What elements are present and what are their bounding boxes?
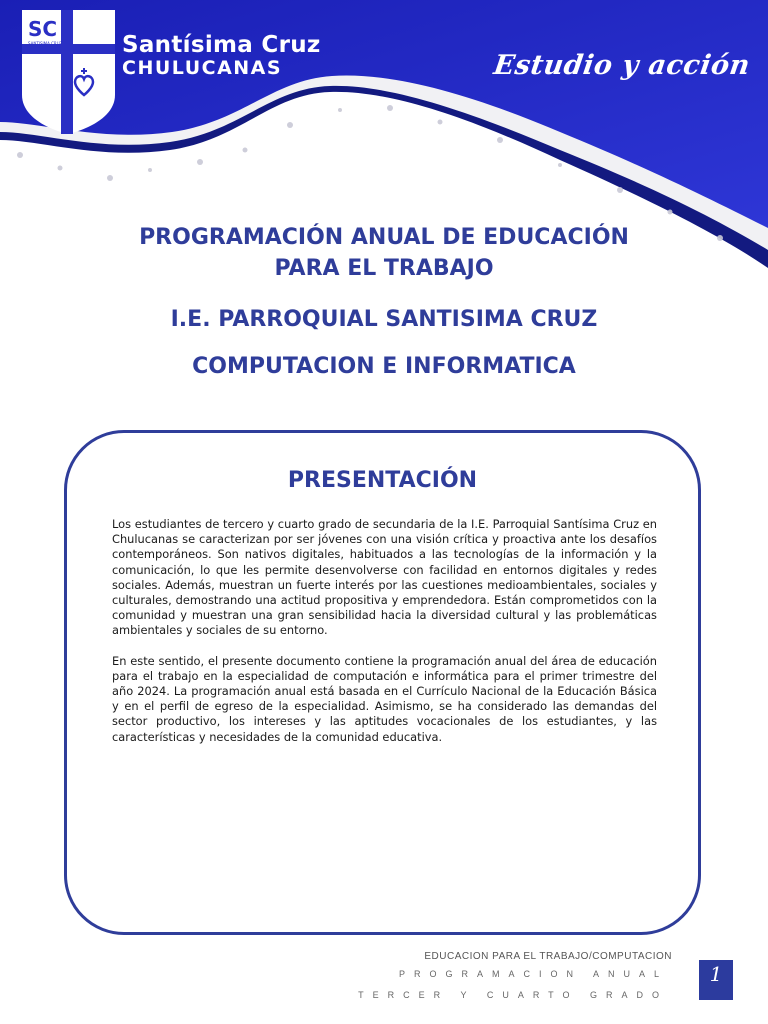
presentation-heading: PRESENTACIÓN xyxy=(287,468,478,493)
motto: Estudio y acción xyxy=(491,50,752,81)
presentation-paragraph-1: Los estudiantes de tercero y cuarto grado de secundaria de la I.E. Parroquial Santísima Cruz en Chulucanas se caracterizan por ser jóvenes con una visión crítica y proactiva ante los desafíos contemporáneos. Son nativos digitales, habituados a las tecnologías de la información y la comunicación, lo que les permite desenvolverse con facilidad en entornos digitales y redes sociales. Además, muestran un fuerte interés por las cuestiones medioambientales, sociales y culturales, demostrando una actitud propositiva y emprendedora. Están comprometidos con la comunidad y muestran una gran sensibilidad hacia la diversidad cultural y las problemáticas ambientales y sociales de su entorno. xyxy=(112,517,657,638)
school-city: CHULUCANAS xyxy=(122,57,283,79)
presentation-card xyxy=(64,430,701,935)
footer-doc-type: PROGRAMACION ANUAL xyxy=(398,969,668,979)
title-line4: COMPUTACION E INFORMATICA xyxy=(192,354,576,379)
title-line3: I.E. PARROQUIAL SANTISIMA CRUZ xyxy=(170,307,598,332)
title-line2: PARA EL TRABAJO xyxy=(274,256,494,281)
logo-subtext: SANTISIMA CRUZ xyxy=(28,41,63,46)
presentation-paragraph-2: En este sentido, el presente documento contiene la programación anual del área de educación para el trabajo en la especialidad de computación e informática para el primer trimestre del año 2024. La programación anual está basada en el Currículo Nacional de la Educación Básica y en el perfil de egreso de la especialidad. Asimismo, se ha considerado las demandas del sector productivo, los intereses y las aptitudes vocacionales de los estudiantes, y las características y necesidades de la comunidad educativa. xyxy=(112,653,657,744)
footer-grade: TERCER Y CUARTO GRADO xyxy=(358,990,668,1000)
school-logo-text xyxy=(122,33,321,79)
presentation-body xyxy=(112,517,657,760)
page-number: 1 xyxy=(699,960,733,1000)
footer-area-label: EDUCACION PARA EL TRABAJO/COMPUTACION xyxy=(424,951,672,962)
title-line1: PROGRAMACIÓN ANUAL DE EDUCACIÓN xyxy=(139,225,629,250)
logo-initials: SC xyxy=(28,17,58,41)
document-titles xyxy=(0,222,768,382)
school-name: Santísima Cruz xyxy=(122,32,321,58)
